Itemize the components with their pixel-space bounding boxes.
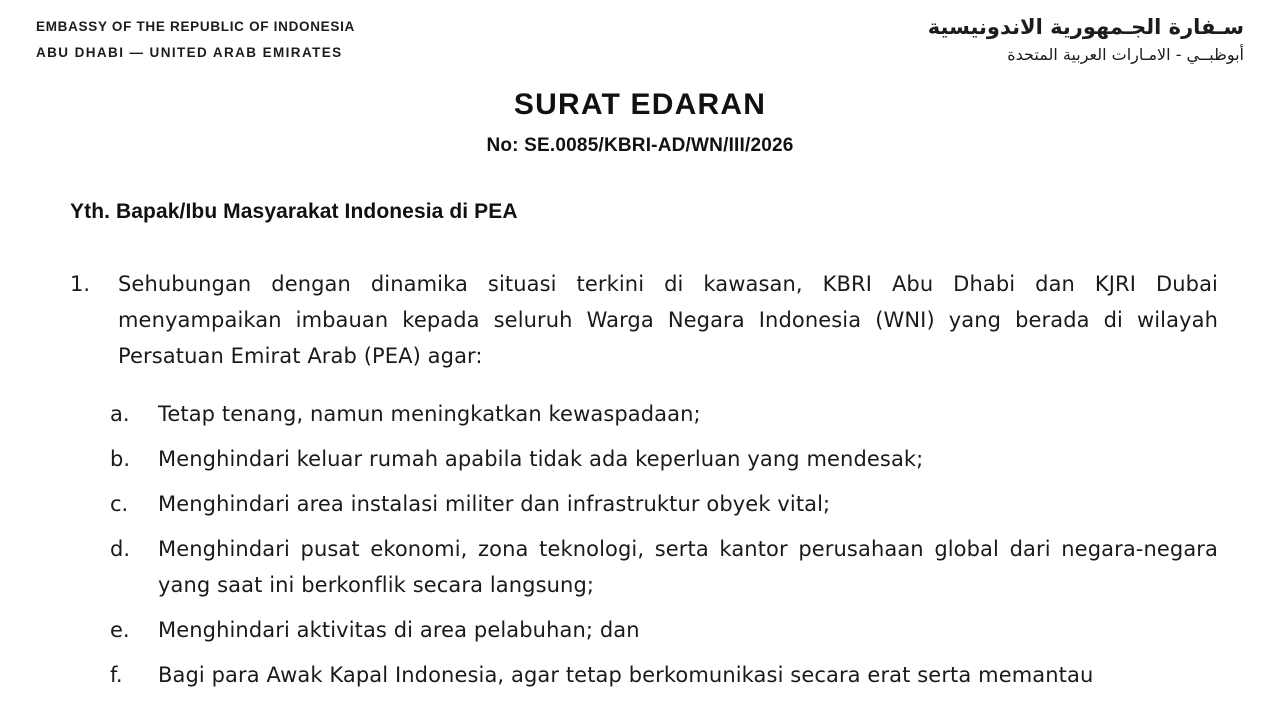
letterhead (36, 14, 1244, 76)
letterhead-arabic-line-2: أبوظبــي - الامـارات العربية المتحدة (1007, 45, 1244, 64)
document-number: No: SE.0085/KBRI-AD/WN/III/2026 (486, 135, 794, 156)
list-item (110, 486, 1218, 522)
salutation: Yth. Bapak/Ibu Masyarakat Indonesia di PEA (70, 200, 518, 223)
list-item-text: Tetap tenang, namun meningkatkan kewaspadaan; (158, 402, 701, 426)
document-body (70, 266, 1218, 702)
list-item-text: Menghindari keluar rumah apabila tidak ada keperluan yang mendesak; (158, 447, 924, 471)
list-item-text: Menghindari pusat ekonomi, zona teknologi, serta kantor perusahaan global dari negara-negara yang saat ini berkonflik secara langsung; (158, 537, 1218, 597)
list-item (110, 531, 1218, 603)
letterhead-line-2: ABU DHABI — UNITED ARAB EMIRATES (36, 45, 343, 60)
letterhead-line-1: EMBASSY OF THE REPUBLIC OF INDONESIA (36, 19, 355, 34)
sub-list (70, 396, 1218, 693)
letterhead-arabic (928, 12, 1244, 68)
list-item (110, 657, 1218, 693)
list-item-marker: c. (110, 492, 129, 516)
list-item (110, 441, 1218, 477)
list-item-marker: e. (110, 618, 130, 642)
title-block (0, 88, 1280, 157)
letterhead-arabic-line-1: سـفارة الجـمهورية الاندونيسية (927, 15, 1244, 39)
letterhead-english (36, 14, 355, 66)
list-item-marker: f. (110, 663, 123, 687)
list-item-text: Menghindari aktivitas di area pelabuhan; dan (158, 618, 640, 642)
page-title: SURAT EDARAN (513, 88, 767, 121)
list-item (110, 612, 1218, 648)
numbered-item-marker: 1. (70, 272, 91, 296)
list-item-marker: d. (110, 537, 131, 561)
list-item-text: Bagi para Awak Kapal Indonesia, agar tetap berkomunikasi secara erat serta memantau (158, 663, 1094, 687)
list-item (110, 396, 1218, 432)
numbered-item-text: Sehubungan dengan dinamika situasi terkini di kawasan, KBRI Abu Dhabi dan KJRI Dubai menyampaikan imbauan kepada seluruh Warga Negara Indonesia (WNI) yang berada di wilayah Persatuan Emirat Arab (PEA) agar: (118, 272, 1218, 368)
list-item-marker: a. (110, 402, 130, 426)
list-item-marker: b. (110, 447, 131, 471)
numbered-item (70, 266, 1218, 374)
list-item-text: Menghindari area instalasi militer dan infrastruktur obyek vital; (158, 492, 831, 516)
